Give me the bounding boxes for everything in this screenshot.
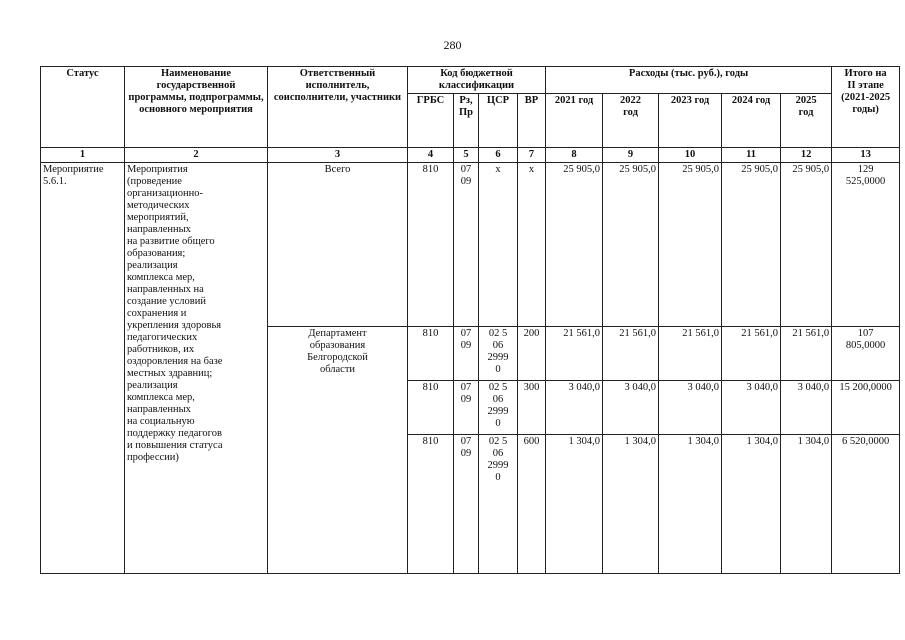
header-2024: 2024 год [722, 94, 781, 148]
total-cell: 129 525,0000 [832, 163, 900, 327]
header-status: Статус [41, 67, 125, 148]
header-row-1 [41, 67, 900, 94]
value-2025-cell: 25 905,0 [781, 163, 832, 327]
grbs-cell: 810 [408, 163, 454, 327]
value-2022-cell: 1 304,0 [603, 435, 659, 574]
value-2023-cell: 21 561,0 [659, 327, 722, 381]
executor-cell: Департамент образования Белгородской области [268, 327, 408, 574]
value-2025-cell: 21 561,0 [781, 327, 832, 381]
header-rz: Рз, Пр [454, 94, 479, 148]
csr-cell: 02 5 06 2999 0 [479, 435, 518, 574]
header-vr: ВР [518, 94, 546, 148]
rz-cell: 07 09 [454, 381, 479, 435]
value-2023-cell: 1 304,0 [659, 435, 722, 574]
csr-cell: 02 5 06 2999 0 [479, 381, 518, 435]
header-2023: 2023 год [659, 94, 722, 148]
grbs-cell: 810 [408, 327, 454, 381]
col-number: 9 [603, 148, 659, 163]
col-number: 8 [546, 148, 603, 163]
page-number: 280 [443, 38, 462, 52]
value-2025-cell: 3 040,0 [781, 381, 832, 435]
executor-cell: Всего [268, 163, 408, 327]
vr-cell: 300 [518, 381, 546, 435]
value-2024-cell: 3 040,0 [722, 381, 781, 435]
col-number: 4 [408, 148, 454, 163]
col-number: 13 [832, 148, 900, 163]
header-responsible: Ответственный исполнитель, соисполнители, участники [268, 67, 408, 148]
value-2024-cell: 21 561,0 [722, 327, 781, 381]
value-2024-cell: 25 905,0 [722, 163, 781, 327]
header-total: Итого на II этапе (2021-2025 годы) [832, 67, 900, 148]
value-2025-cell: 1 304,0 [781, 435, 832, 574]
grbs-cell: 810 [408, 381, 454, 435]
csr-cell: 02 5 06 2999 0 [479, 327, 518, 381]
header-budget-code: Код бюджетной классификации [408, 67, 546, 94]
value-2021-cell: 21 561,0 [546, 327, 603, 381]
col-number: 12 [781, 148, 832, 163]
col-number: 5 [454, 148, 479, 163]
header-expenses: Расходы (тыс. руб.), годы [546, 67, 832, 94]
value-2021-cell: 3 040,0 [546, 381, 603, 435]
col-number: 11 [722, 148, 781, 163]
table-row [41, 163, 900, 327]
rz-cell: 07 09 [454, 327, 479, 381]
value-2023-cell: 3 040,0 [659, 381, 722, 435]
header-grbs: ГРБС [408, 94, 454, 148]
value-2022-cell: 25 905,0 [603, 163, 659, 327]
csr-cell: х [479, 163, 518, 327]
total-cell: 15 200,0000 [832, 381, 900, 435]
value-2022-cell: 21 561,0 [603, 327, 659, 381]
header-2025: 2025 год [781, 94, 832, 148]
vr-cell: х [518, 163, 546, 327]
value-2021-cell: 25 905,0 [546, 163, 603, 327]
col-number: 10 [659, 148, 722, 163]
event-name-cell: Мероприятия (проведение организационно- методических мероприятий, направленных на развитие общего образования; реализация комплекса мер, направленных на создание условий сохранения и укрепления здоровья педагогических работников, их оздоровления на базе местных здравниц; реализация комплекса мер, направленных на социальную поддержку педагогов и повышения статуса профессии) [125, 163, 268, 574]
total-cell: 107 805,0000 [832, 327, 900, 381]
value-2021-cell: 1 304,0 [546, 435, 603, 574]
col-number: 6 [479, 148, 518, 163]
vr-cell: 600 [518, 435, 546, 574]
col-number: 2 [125, 148, 268, 163]
col-number: 3 [268, 148, 408, 163]
header-2022: 2022 год [603, 94, 659, 148]
value-2023-cell: 25 905,0 [659, 163, 722, 327]
grbs-cell: 810 [408, 435, 454, 574]
status-cell: Мероприятие 5.6.1. [41, 163, 125, 574]
rz-cell: 07 09 [454, 163, 479, 327]
value-2022-cell: 3 040,0 [603, 381, 659, 435]
column-numbers-row [41, 148, 900, 163]
col-number: 7 [518, 148, 546, 163]
total-cell: 6 520,0000 [832, 435, 900, 574]
vr-cell: 200 [518, 327, 546, 381]
header-name: Наименование государственной программы, подпрограммы, основного мероприятия [125, 67, 268, 148]
budget-table [40, 66, 900, 574]
value-2024-cell: 1 304,0 [722, 435, 781, 574]
header-2021: 2021 год [546, 94, 603, 148]
header-csr: ЦСР [479, 94, 518, 148]
col-number: 1 [41, 148, 125, 163]
rz-cell: 07 09 [454, 435, 479, 574]
